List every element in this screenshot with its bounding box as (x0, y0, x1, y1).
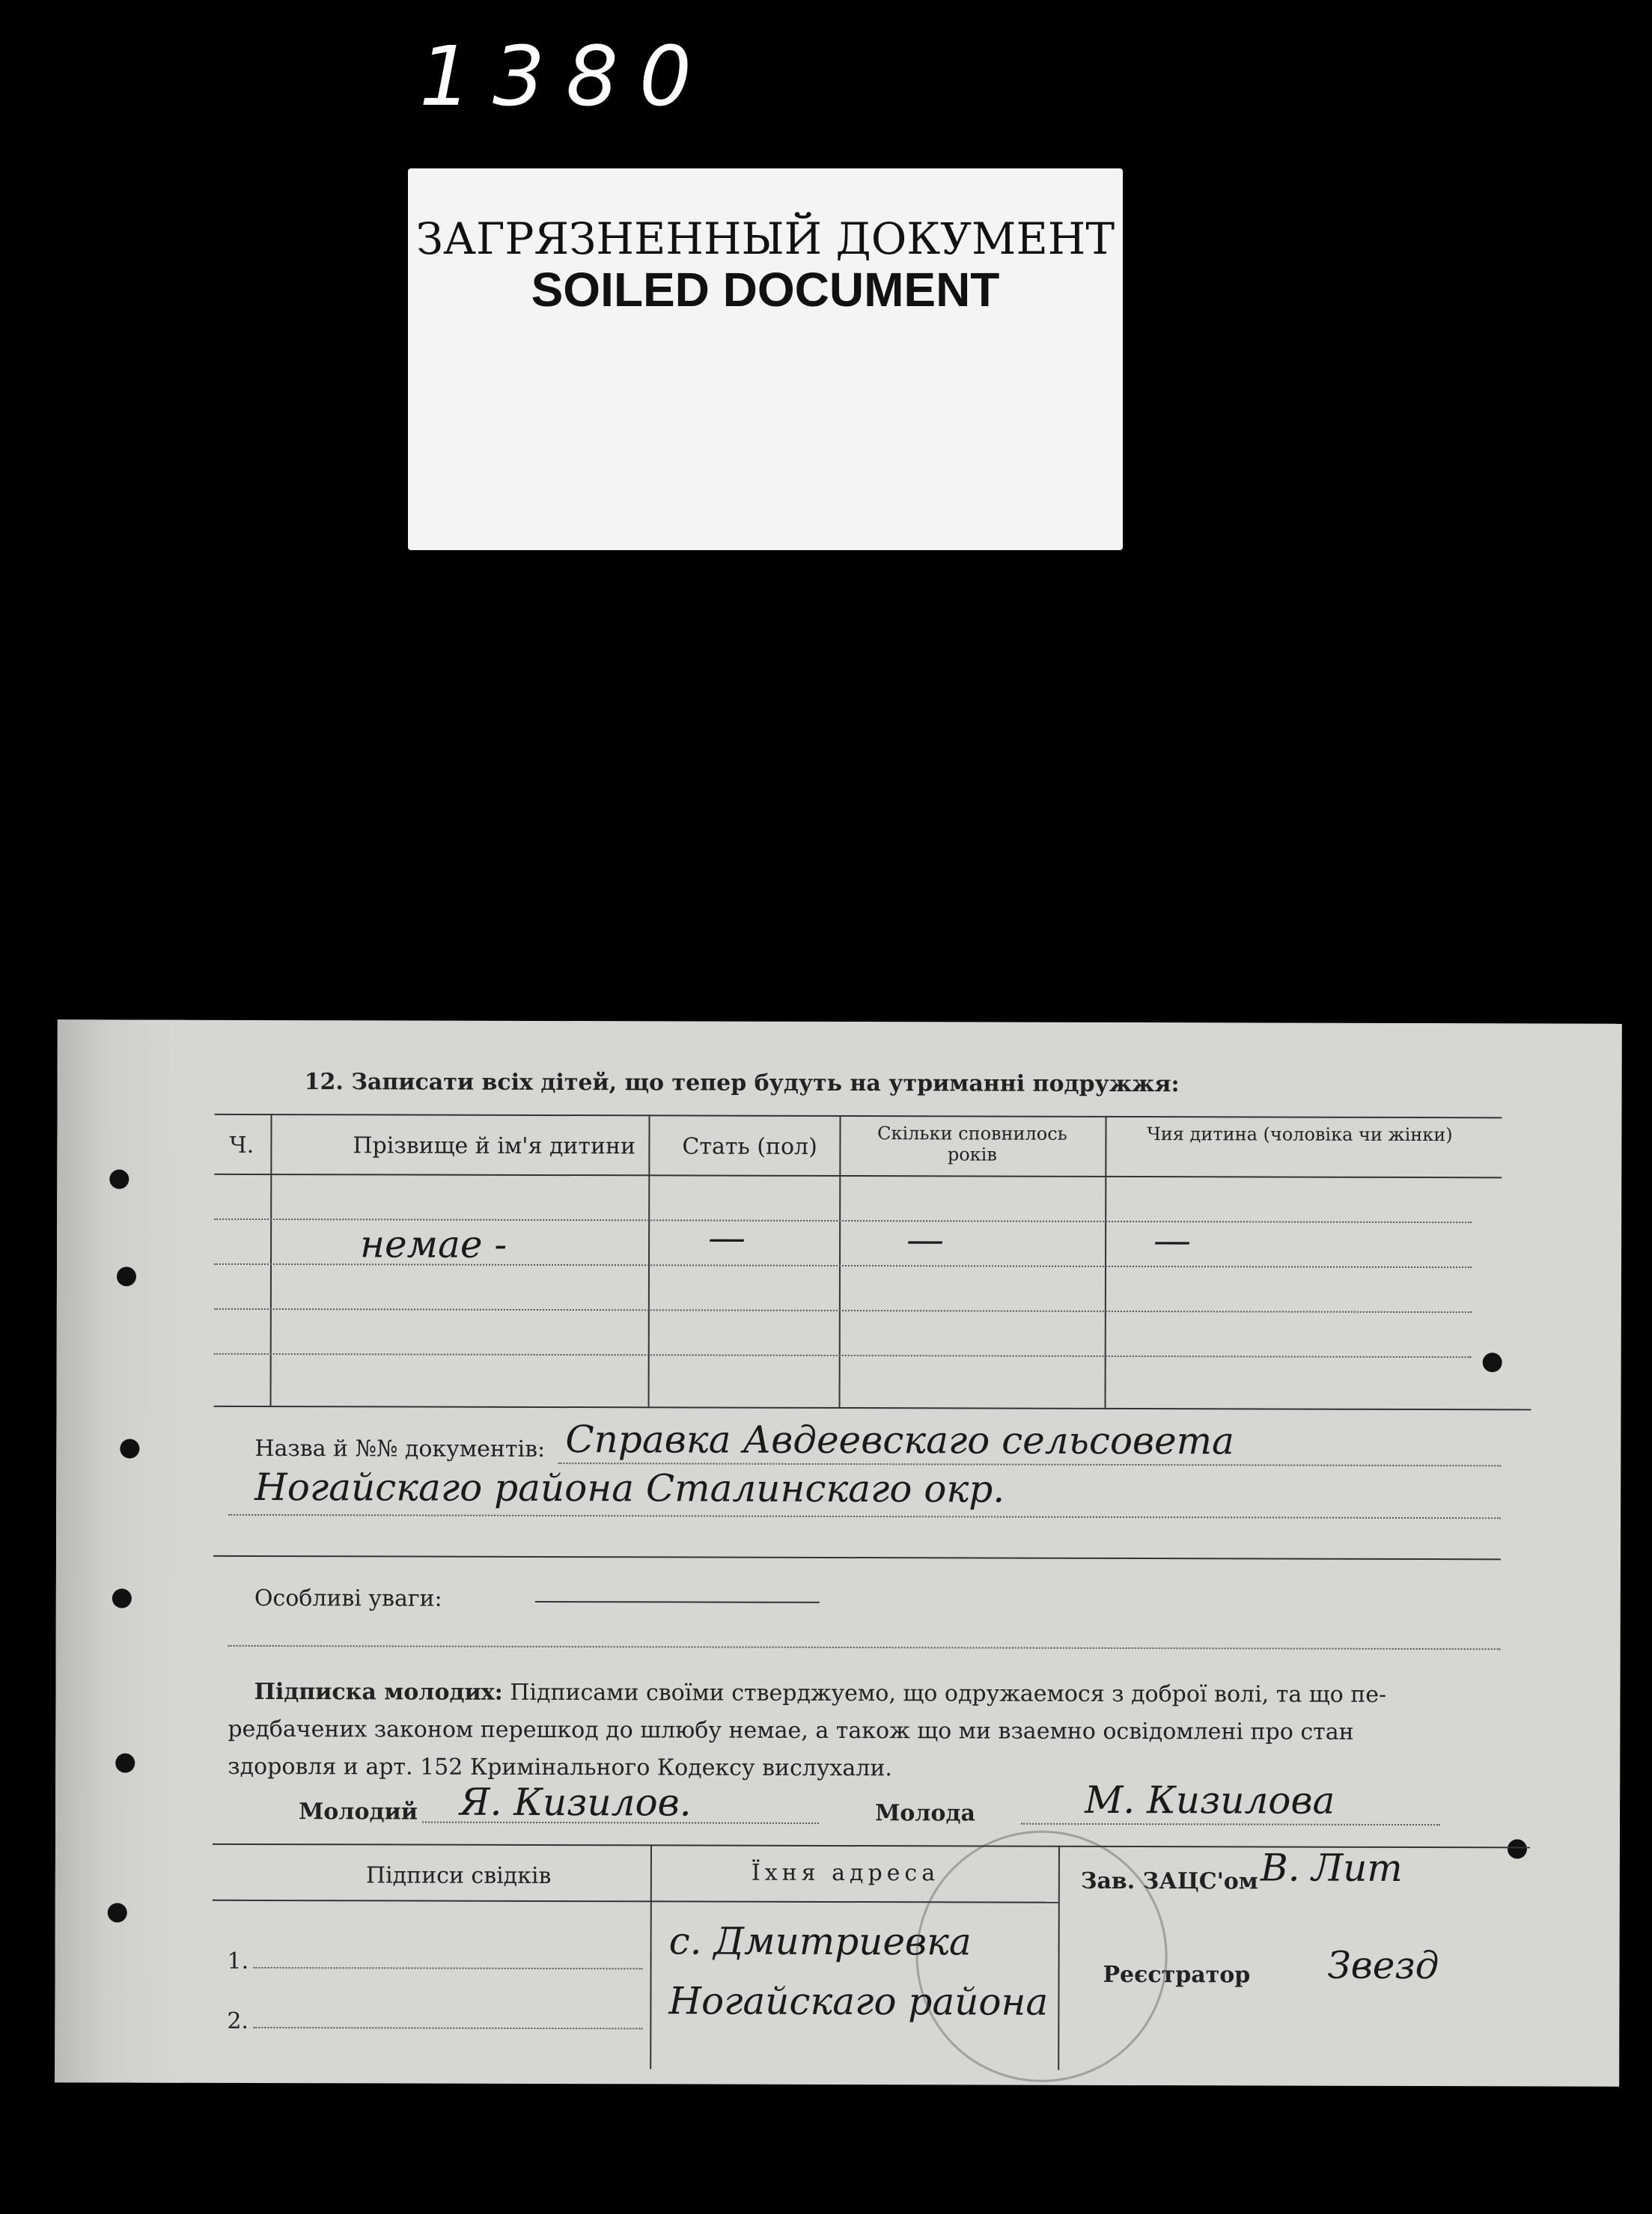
table-rule (839, 1115, 841, 1407)
remarks-dash (535, 1601, 820, 1603)
marriage-record-sheet (55, 1019, 1622, 2086)
pledge-line-3: здоровля и арт. 152 Кримінального Кодексу вислухали. (228, 1753, 892, 1782)
punch-hole (120, 1439, 139, 1458)
entry-child-name: немае - (360, 1222, 508, 1266)
label-text-ru: ЗАГРЯЗНЕННЫЙ ДОКУМЕНТ (415, 213, 1115, 264)
table-row-line (214, 1353, 1472, 1358)
registrar-signature: Звезд (1327, 1943, 1439, 1988)
fill-line (228, 1645, 1501, 1650)
pledge-line-1 (254, 1679, 1386, 1708)
address-value-2: Ногайскаго района (668, 1979, 1049, 2024)
fill-line (253, 2027, 642, 2029)
fill-line (254, 1967, 643, 1969)
fill-line (228, 1514, 1501, 1519)
table-rule (214, 1174, 1502, 1179)
table-rule (648, 1114, 650, 1406)
table-rule (1105, 1116, 1107, 1408)
groom-signature: Я. Кизилов. (460, 1780, 692, 1825)
header-no: Ч. (229, 1132, 254, 1159)
head-signature: В. Лит (1260, 1846, 1403, 1890)
address-header: Їхня адреса (751, 1859, 940, 1887)
documents-value-2: Ногайскаго района Сталинскаго окр. (254, 1465, 1005, 1511)
documents-value-1: Справка Авдеевскаго сельсовета (565, 1418, 1234, 1463)
header-sex: Стать (пол) (682, 1133, 817, 1160)
pledge-line-2: редбачених законом перешкод до шлюбу немае, а також що ми взаемно освідомлені про стан (228, 1716, 1354, 1745)
remarks-label: Особливі уваги: (254, 1585, 442, 1612)
fill-line (1021, 1823, 1440, 1826)
groom-label: Молодий (299, 1799, 418, 1826)
official-stamp (915, 1830, 1168, 2082)
punch-hole (112, 1588, 132, 1608)
table-rule (270, 1114, 272, 1406)
punch-hole (117, 1266, 136, 1286)
punch-hole (115, 1753, 135, 1772)
form-body (182, 1020, 1622, 2087)
header-name: Прізвище й ім'я дитини (353, 1132, 636, 1160)
punch-hole (108, 1903, 127, 1922)
fill-line (213, 1555, 1501, 1561)
table-row-line (214, 1308, 1472, 1313)
entry-sex: — (708, 1216, 746, 1260)
bride-signature: М. Кизилова (1085, 1778, 1335, 1823)
address-value-1: с. Дмитриевка (668, 1919, 972, 1964)
bride-label: Молода (875, 1800, 975, 1827)
section-title: 12. Записати всіх дітей, що тепер будуть на утриманні подружжя: (304, 1069, 1180, 1098)
documents-label: Назва й №№ документів: (254, 1435, 546, 1463)
punch-hole (109, 1169, 129, 1189)
head-label: Зав. ЗАЦС'ом (1080, 1867, 1258, 1895)
entry-age: — (906, 1218, 945, 1262)
witness-1: 1. (227, 1948, 249, 1974)
table-rule (215, 1114, 1502, 1119)
frame-number: 1380 (419, 28, 713, 124)
soiled-document-label (408, 168, 1123, 550)
registrar-label: Реєстратор (1103, 1961, 1251, 1989)
table-rule (650, 1844, 652, 2069)
witnesses-header: Підписи свідків (365, 1862, 552, 1889)
witness-2: 2. (227, 2007, 249, 2034)
pledge-label: Підписка молодих: (254, 1678, 503, 1706)
header-age: Скільки сповнилось років (877, 1123, 1067, 1165)
table-rule (214, 1406, 1531, 1411)
pledge-text-1: Підписами своїми стверджуемо, що одружаемося з доброї волі, та що пе- (510, 1679, 1387, 1708)
entry-whose: — (1153, 1219, 1192, 1263)
label-text-en: SOILED DOCUMENT (531, 263, 1000, 317)
header-whose: Чия дитина (чоловіка чи жінки) (1147, 1123, 1453, 1146)
